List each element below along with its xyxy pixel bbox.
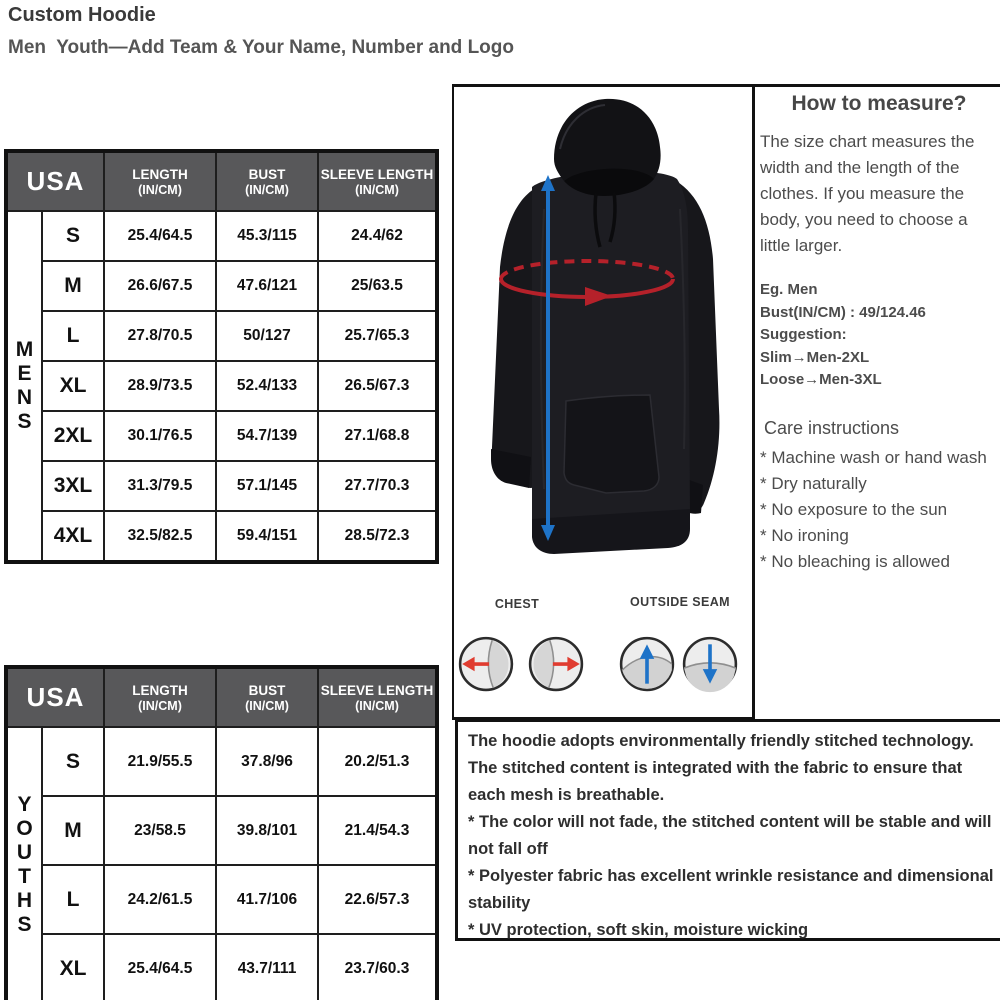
measure-heading: How to measure? bbox=[791, 92, 967, 115]
seam-measure-up-icon bbox=[618, 635, 676, 693]
care-heading: Care instructions bbox=[764, 417, 900, 438]
bust-header: BUST (IN/CM) bbox=[216, 667, 318, 727]
length-cell: 24.2/61.5 bbox=[104, 865, 216, 934]
size-cell: M bbox=[42, 261, 104, 311]
size-table-row bbox=[6, 461, 437, 511]
chest-label: CHEST bbox=[494, 597, 540, 611]
bust-cell: 43.7/111 bbox=[216, 934, 318, 1000]
care-item: * No ironing bbox=[760, 525, 849, 545]
size-table-row bbox=[6, 934, 437, 1000]
size-cell: XL bbox=[42, 361, 104, 411]
care-item: * No exposure to the sun bbox=[760, 499, 948, 519]
size-table-row bbox=[6, 311, 437, 361]
mens-table-header bbox=[6, 151, 437, 211]
length-cell: 23/58.5 bbox=[104, 796, 216, 865]
example-line: Bust(IN/CM) : 49/124.46 bbox=[760, 303, 926, 321]
page-title: Custom Hoodie bbox=[8, 4, 156, 26]
size-cell: 2XL bbox=[42, 411, 104, 461]
sleeve-cell: 25/63.5 bbox=[318, 261, 437, 311]
sleeve-cell: 27.1/68.8 bbox=[318, 411, 437, 461]
size-cell: 4XL bbox=[42, 511, 104, 562]
size-cell: S bbox=[42, 727, 104, 796]
length-cell: 32.5/82.5 bbox=[104, 511, 216, 562]
size-table-row bbox=[6, 511, 437, 562]
bust-cell: 41.7/106 bbox=[216, 865, 318, 934]
features-intro: The hoodie adopts environmentally friendly stitched technology. The stitched content is integrated with the fabric to ensure that each mesh is breathable. bbox=[468, 732, 974, 804]
length-cell: 25.4/64.5 bbox=[104, 934, 216, 1000]
example-line: Loose→Men-3XL bbox=[760, 371, 882, 388]
length-header: LENGTH (IN/CM) bbox=[104, 151, 216, 211]
example-line: Suggestion: bbox=[760, 326, 847, 343]
size-table-row bbox=[6, 796, 437, 865]
sleeve-cell: 20.2/51.3 bbox=[318, 727, 437, 796]
sleeve-cell: 26.5/67.3 bbox=[318, 361, 437, 411]
length-header: LENGTH (IN/CM) bbox=[104, 667, 216, 727]
care-item: * Machine wash or hand wash bbox=[760, 447, 987, 467]
length-cell: 30.1/76.5 bbox=[104, 411, 216, 461]
page-subtitle: Men Youth—Add Team & Your Name, Number and Logo bbox=[8, 37, 514, 58]
measure-guide-column bbox=[760, 92, 998, 575]
sleeve-cell: 27.7/70.3 bbox=[318, 461, 437, 511]
outside-seam-label: OUTSIDE SEAM bbox=[630, 595, 730, 609]
product-features-box bbox=[455, 719, 1000, 941]
care-instructions-list bbox=[760, 445, 998, 575]
bust-cell: 59.4/151 bbox=[216, 511, 318, 562]
sleeve-cell: 22.6/57.3 bbox=[318, 865, 437, 934]
sleeve-cell: 23.7/60.3 bbox=[318, 934, 437, 1000]
size-cell: 3XL bbox=[42, 461, 104, 511]
bust-cell: 47.6/121 bbox=[216, 261, 318, 311]
sleeve-cell: 21.4/54.3 bbox=[318, 796, 437, 865]
bust-cell: 45.3/115 bbox=[216, 211, 318, 261]
size-table-row bbox=[6, 727, 437, 796]
length-cell: 27.8/70.5 bbox=[104, 311, 216, 361]
sleeve-cell: 24.4/62 bbox=[318, 211, 437, 261]
group-label-vertical: M E N S bbox=[6, 211, 42, 562]
example-line: Slim→Men-2XL bbox=[760, 348, 870, 366]
youth-size-table bbox=[4, 665, 439, 1000]
bust-cell: 39.8/101 bbox=[216, 796, 318, 865]
length-cell: 26.6/67.5 bbox=[104, 261, 216, 311]
bust-cell: 52.4/133 bbox=[216, 361, 318, 411]
feature-item: * The color will not fade, the stitched content will be stable and will not fall off bbox=[468, 813, 992, 858]
size-table-row bbox=[6, 865, 437, 934]
sleeve-cell: 28.5/72.3 bbox=[318, 511, 437, 562]
example-line: Eg. Men bbox=[760, 281, 818, 298]
seam-measure-down-icon bbox=[681, 635, 739, 693]
bust-header: BUST (IN/CM) bbox=[216, 151, 318, 211]
care-item: * Dry naturally bbox=[760, 473, 867, 493]
size-cell: M bbox=[42, 796, 104, 865]
sleeve-header: SLEEVE LENGTH (IN/CM) bbox=[318, 151, 437, 211]
size-cell: S bbox=[42, 211, 104, 261]
care-item: * No bleaching is allowed bbox=[760, 551, 950, 571]
size-cell: XL bbox=[42, 934, 104, 1000]
feature-item: * Polyester fabric has excellent wrinkle resistance and dimensional stability bbox=[468, 867, 994, 912]
bust-cell: 37.8/96 bbox=[216, 727, 318, 796]
chest-measure-right-icon bbox=[527, 635, 585, 693]
size-table-row bbox=[6, 211, 437, 261]
chest-measure-left-icon bbox=[457, 635, 515, 693]
size-cell: L bbox=[42, 865, 104, 934]
group-label-vertical: Y O U T H S bbox=[6, 727, 42, 1000]
size-cell: L bbox=[42, 311, 104, 361]
usa-header: USA bbox=[6, 151, 104, 211]
hoodie-product-image bbox=[454, 89, 752, 599]
size-table-row bbox=[6, 411, 437, 461]
sleeve-header: SLEEVE LENGTH (IN/CM) bbox=[318, 667, 437, 727]
bust-cell: 57.1/145 bbox=[216, 461, 318, 511]
length-cell: 28.9/73.5 bbox=[104, 361, 216, 411]
length-cell: 21.9/55.5 bbox=[104, 727, 216, 796]
size-table-row bbox=[6, 361, 437, 411]
bust-cell: 54.7/139 bbox=[216, 411, 318, 461]
sleeve-cell: 25.7/65.3 bbox=[318, 311, 437, 361]
size-example-block bbox=[760, 279, 998, 392]
top-divider-line bbox=[755, 84, 1000, 87]
length-cell: 25.4/64.5 bbox=[104, 211, 216, 261]
feature-item: * UV protection, soft skin, moisture wicking bbox=[468, 921, 809, 939]
size-table-row bbox=[6, 261, 437, 311]
bust-cell: 50/127 bbox=[216, 311, 318, 361]
youth-table-header bbox=[6, 667, 437, 727]
length-cell: 31.3/79.5 bbox=[104, 461, 216, 511]
mens-size-table bbox=[4, 149, 439, 564]
hoodie-measure-panel bbox=[452, 84, 755, 720]
measure-body-text: The size chart measures the width and the length of the clothes. If you measure the body, you need to choose a little larger. bbox=[760, 132, 975, 255]
usa-header: USA bbox=[6, 667, 104, 727]
